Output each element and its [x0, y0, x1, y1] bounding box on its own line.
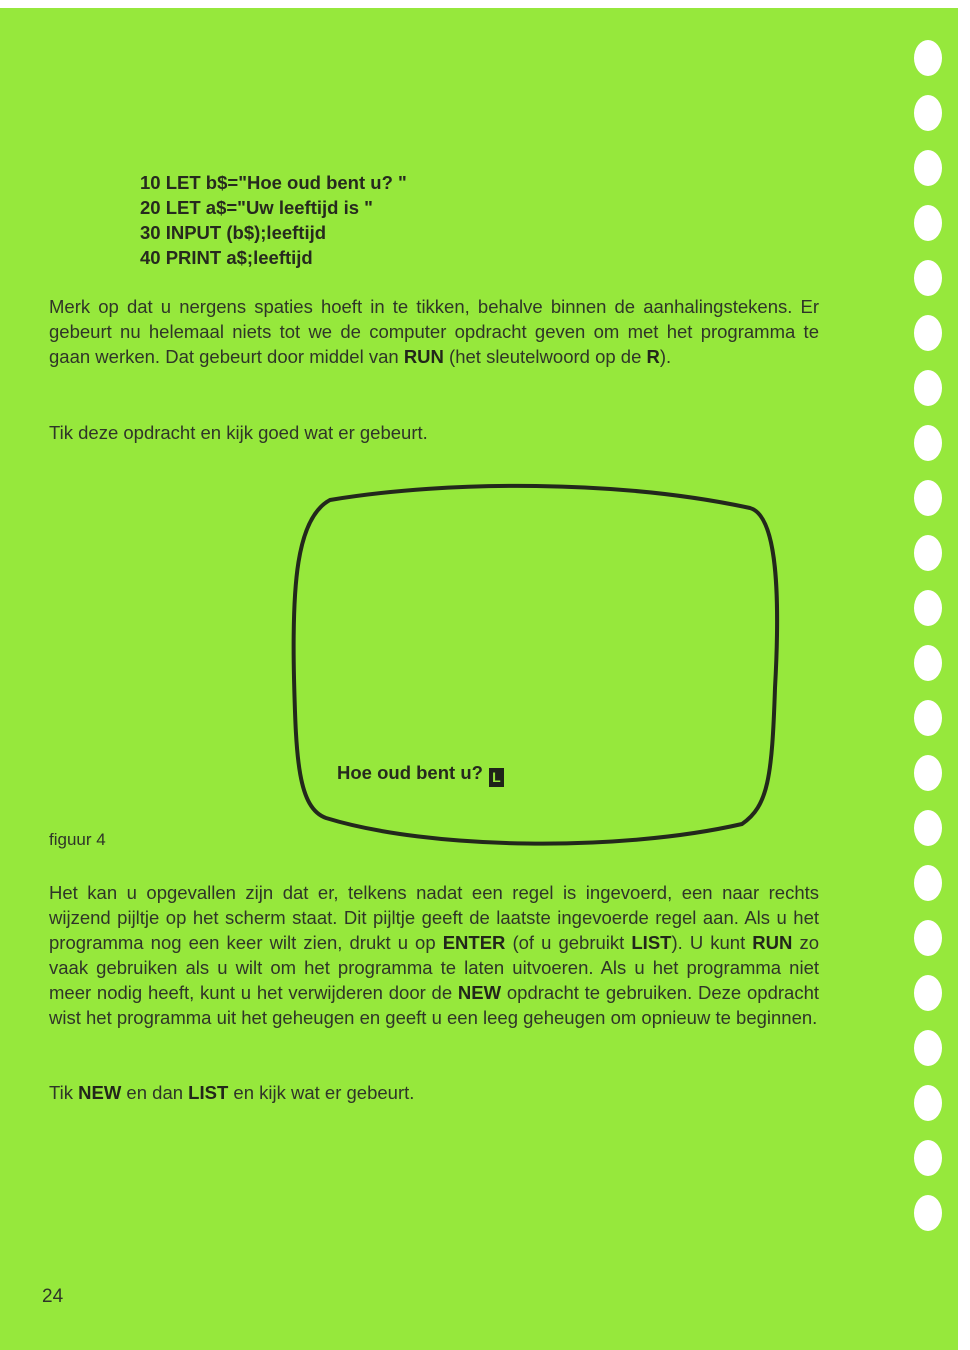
keyword: ENTER [442, 932, 506, 953]
binding-hole [914, 645, 942, 681]
paragraph-new-list [49, 1080, 819, 1105]
binding-hole [914, 865, 942, 901]
keyword: NEW [457, 982, 502, 1003]
text-run: ). [659, 346, 672, 367]
tv-screen-outline [290, 478, 780, 856]
paragraph-run-intro [49, 294, 819, 369]
text-run: Het kan u opgevallen zijn dat er, telkens nadat een regel is ingevoerd, een naar rechts wijzend pijltje op het scherm staat. Dit pijltje geeft de laatste ingevoerde regel aan. Als u het programma nog een keer wilt zien, drukt u op [49, 882, 819, 953]
prompt-text: Hoe oud bent u? [337, 762, 483, 783]
binding-hole [914, 1195, 942, 1231]
binding-hole [914, 1140, 942, 1176]
binding-hole [914, 480, 942, 516]
binding-hole [914, 535, 942, 571]
screen-prompt [337, 762, 504, 787]
binding-hole [914, 150, 942, 186]
binding-hole [914, 95, 942, 131]
binding-hole [914, 315, 942, 351]
text-run: en kijk wat er gebeurt. [228, 1082, 415, 1103]
text-run: opdracht te gebruiken. Deze opdracht wist het programma uit het geheugen en geeft u een leeg geheugen om opnieuw te beginnen. [49, 982, 820, 1028]
binding-hole [914, 700, 942, 736]
text-run: (of u gebruikt [505, 932, 632, 953]
keyword: RUN [403, 346, 444, 367]
code-line: 40 PRINT a$;leeftijd [140, 247, 313, 268]
keyword: RUN [752, 932, 793, 953]
code-line: 30 INPUT (b$);leeftijd [140, 222, 327, 243]
keyword: LIST [631, 932, 672, 953]
figure-caption: figuur 4 [49, 830, 106, 849]
page-number: 24 [42, 1286, 64, 1307]
binding-hole [914, 1085, 942, 1121]
cursor-l-icon: L [489, 768, 504, 787]
text-run: zo vaak gebruiken als u wilt om het programma te laten uitvoeren. Als u het programma niet meer nodig heeft, kunt u het verwijderen door de [49, 932, 819, 1003]
keyword: R [646, 346, 660, 367]
binding-hole [914, 590, 942, 626]
binding-hole [914, 755, 942, 791]
binding-hole [914, 810, 942, 846]
text-run: en dan [121, 1082, 189, 1103]
text-run: Merk op dat u nergens spaties hoeft in te tikken, behalve binnen de aanhalingstekens. Er gebeurt nu helemaal niets tot we de computer opdracht geven om met het programma te gaan werken. Dat gebeurt door middel van [49, 296, 819, 367]
tv-screen-figure [290, 478, 780, 856]
binding-hole [914, 425, 942, 461]
keyword: NEW [78, 1082, 122, 1103]
paragraph-instruction: Tik deze opdracht en kijk goed wat er gebeurt. [49, 422, 428, 443]
binding-hole [914, 975, 942, 1011]
binding-hole [914, 370, 942, 406]
binding-hole [914, 40, 942, 76]
binding-hole [914, 260, 942, 296]
paragraph-list-new [49, 880, 819, 1030]
text-run: (het sleutelwoord op de [443, 346, 647, 367]
binding-hole [914, 920, 942, 956]
keyword: LIST [188, 1082, 229, 1103]
basic-code-listing [140, 170, 407, 270]
text-run: Tik [49, 1082, 79, 1103]
text-run: ). U kunt [671, 932, 753, 953]
binding-hole [914, 205, 942, 241]
code-line: 20 LET a$="Uw leeftijd is " [140, 197, 373, 218]
binding-hole [914, 1030, 942, 1066]
code-line: 10 LET b$="Hoe oud bent u? " [140, 172, 407, 193]
